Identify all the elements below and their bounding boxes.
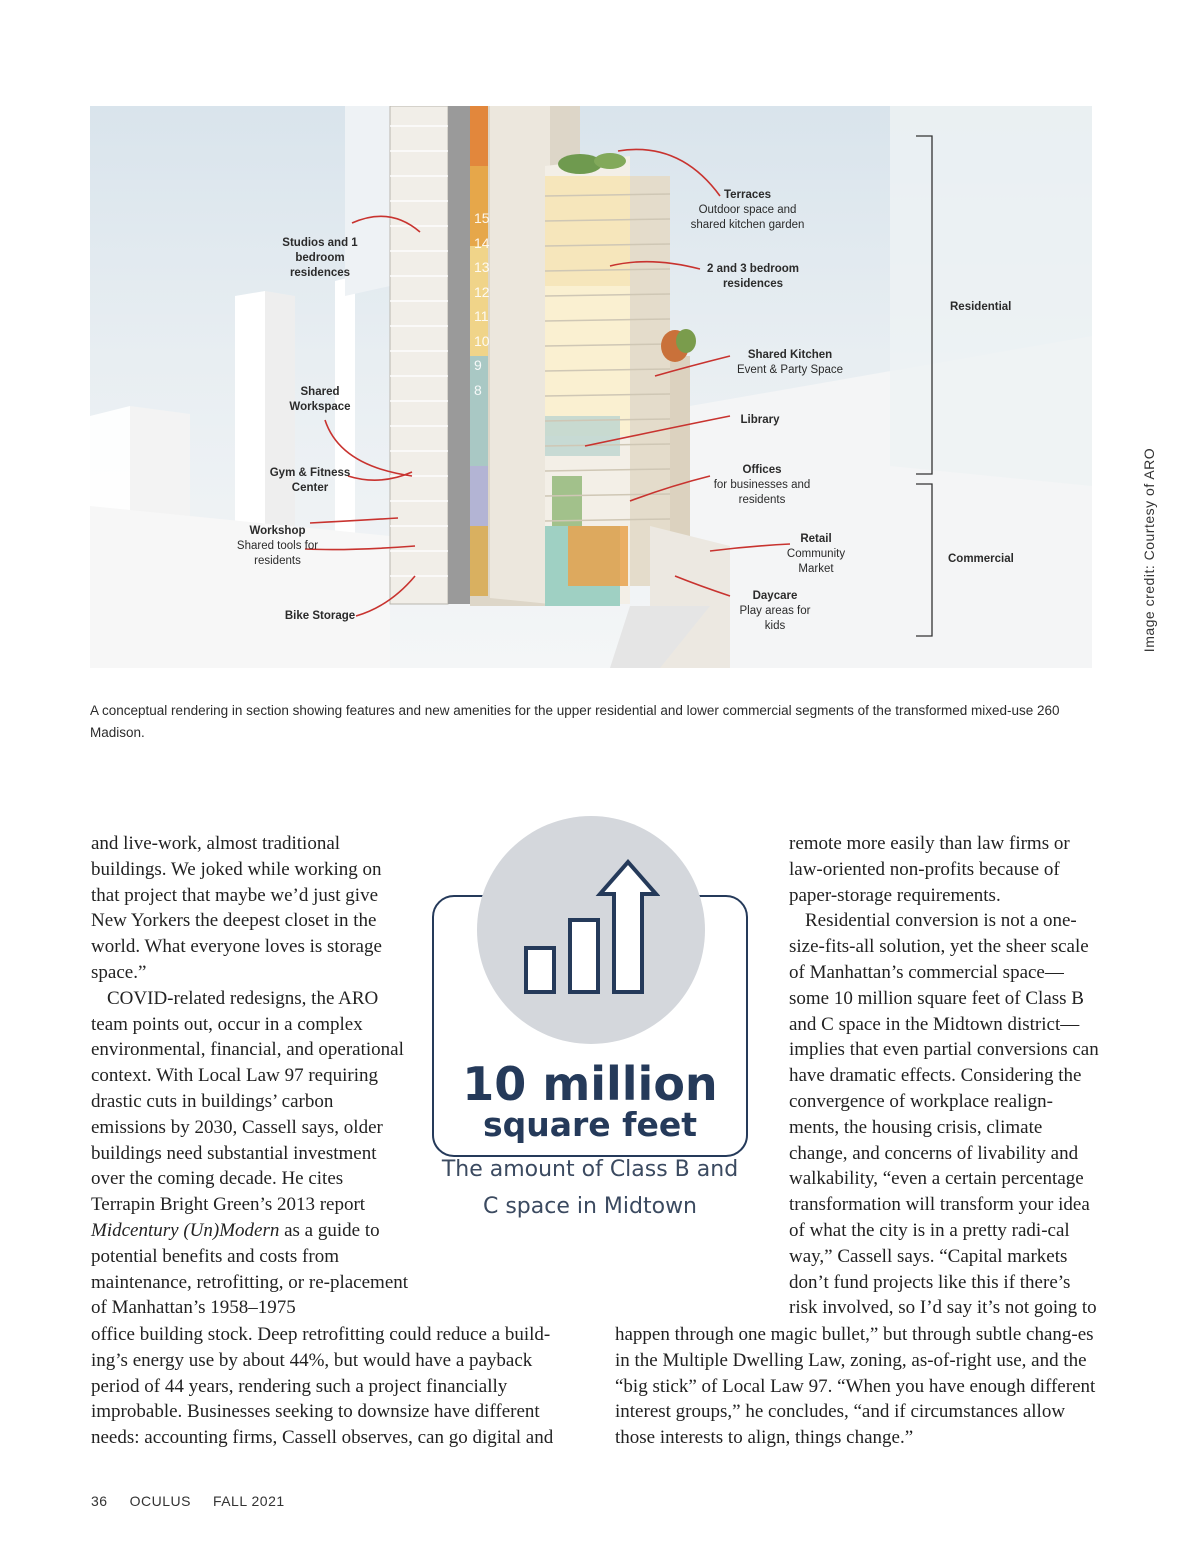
callout-two-three-bedroom-title: 2 and 3 bedroom residences [706,263,800,290]
floor-number: 12 [474,283,490,300]
callout-daycare [730,589,820,634]
article-column-right-top [789,831,1099,1321]
segment-commercial-label: Commercial [948,553,1014,565]
floor-number: 13 [474,259,490,275]
callout-gym-title: Gym & Fitness Center [269,467,351,494]
callout-bike-storage-title: Bike Storage [284,610,356,622]
article-column-right-bottom [615,1322,1100,1451]
floor-number: 14 [474,234,490,251]
figure-caption: A conceptual rendering in section showing features and new amenities for the upper residential and lower commercial segments of the transformed mixed-use 260 Madison. [90,703,1060,740]
page-number: 36 [91,1493,108,1509]
article-paragraph: remote more easily than law firms or law-oriented non-profits because of paper-storage requirements. [789,833,1070,906]
callout-daycare-sub: Play areas for kids [739,605,811,632]
callout-shared-kitchen [728,348,852,378]
stat-number: 10 million [462,1057,718,1111]
callout-studios [270,236,370,281]
callout-shared-kitchen-sub: Event & Party Space [736,364,844,376]
stat-description: The amount of Class B and C space in Midtown [441,1157,739,1219]
article-paragraph-tail: as a guide to potential benefits and costs from maintenance, retrofitting, or re-placement of Manhattan’s 1958–1975 [91,1219,409,1319]
building-section-figure [90,106,1092,668]
callout-terraces [680,188,815,233]
callout-retail-sub: Community Market [786,548,846,575]
bar-chart-up-arrow-icon [520,858,660,998]
callout-workshop-title: Workshop [249,525,306,537]
callout-terraces-title: Terraces [723,189,772,201]
page-footer [91,1493,307,1509]
stat-unit: square feet [482,1105,698,1144]
image-credit: Image credit: Courtesy of ARO [1141,447,1157,653]
callout-two-three-bedroom [698,262,808,292]
callout-shared-kitchen-title: Shared Kitchen [747,349,833,361]
floor-number: 15 [474,210,490,226]
floor-numbers [474,206,494,402]
callout-studios-title: Studios and 1 bedroom residences [282,237,358,279]
callout-workshop-sub: Shared tools for residents [236,540,319,567]
building-section-illustration [90,106,1092,668]
floor-number: 11 [474,308,489,324]
article-column-left-top [91,831,411,1321]
callout-gym [260,466,360,496]
article-paragraph-text: COVID-related redesigns, the ARO team points out, occur in a complex environmental, financial, and operational context. With Local Law 97 requiring drastic cuts in buildings’ carbon emissions by 2030, Cassell says, older buildings need substantial investment over the coming decade. He cites Terrapin Bright Green’s 2013 report [91,987,404,1216]
report-title: Midcentury (Un)Modern [91,1219,280,1241]
callout-offices [702,463,822,508]
callout-bike-storage [270,609,370,624]
callout-library [730,413,790,428]
callout-daycare-title: Daycare [752,590,798,602]
callout-retail-title: Retail [800,533,832,545]
callout-library-title: Library [740,414,780,426]
segment-residential-label: Residential [950,301,1012,313]
article-paragraph: office building stock. Deep retrofitting could reduce a build-ing’s energy use by about 44%, but would have a payback period of 44 years, rendering such a project financially improbable. Businesses seeking to downsize have different needs: accounting firms, Cassell observes, can go digital and [91,1324,554,1449]
callout-workshop [220,524,335,569]
floor-number: 10 [474,332,490,349]
article-paragraph: happen through one magic bullet,” but through subtle chang-es in the Multiple Dwelling Law, zoning, as-of-right use, and the “big stick” of Local Law 97. “When you have enough different interest groups,” he concludes, “and if circumstances allow those interests to align, things change.” [615,1324,1096,1449]
article-paragraph: and live-work, almost traditional buildings. We joked while working on that project that maybe we’d just give New Yorkers the deepest closet in the world. What everyone loves is storage space.” [91,833,382,983]
floor-number: 9 [474,357,482,373]
issue-date: FALL 2021 [212,1493,285,1509]
callout-shared-workspace-title: Shared Workspace [289,386,351,413]
callout-offices-title: Offices [742,464,782,476]
article-column-left-bottom [91,1322,571,1451]
callout-retail [776,532,856,577]
callout-terraces-sub: Outdoor space and shared kitchen garden [690,204,805,231]
magazine-name: OCULUS [129,1493,191,1509]
article-paragraph [91,986,411,1321]
callout-shared-workspace [270,385,370,415]
callout-offices-sub: for businesses and residents [713,479,811,506]
floor-number: 8 [474,381,482,398]
article-paragraph: Residential conversion is not a one-size-fits-all solution, yet the sheer scale of Manhattan’s commercial space—some 10 million square feet of Class B and C space in the Midtown district—implies that even partial conversions can have dramatic effects. Considering the convergence of workplace realign-ments, the housing crisis, climate change, and concerns of livability and walkability, “even a certain percentage transformation will transform your idea of what the city is in a pretty radi-cal way,” Cassell says. “Capital markets don’t fund projects like this if there’s risk involved, so I’d say it’s not going to [789,910,1099,1319]
